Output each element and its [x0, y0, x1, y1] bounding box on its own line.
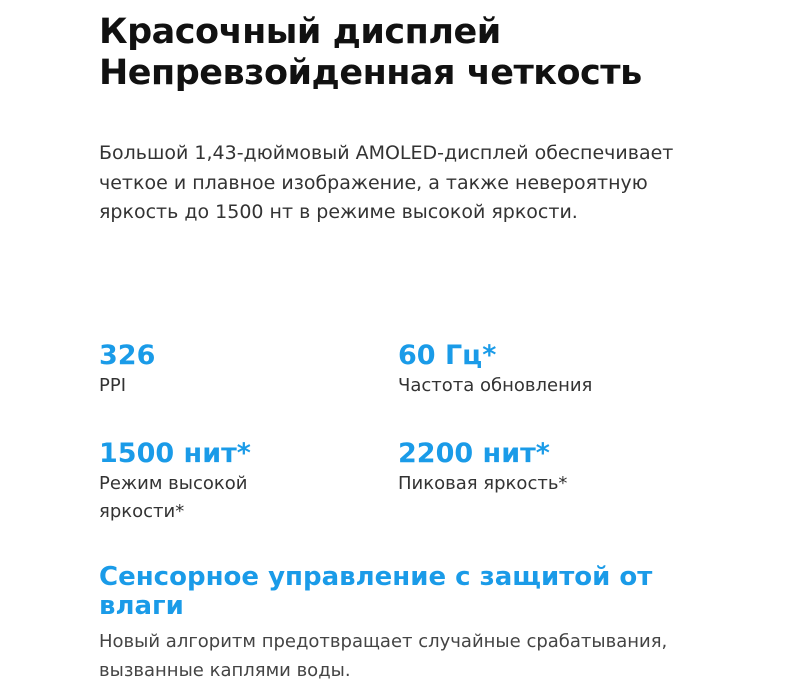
- stat-ppi: [99, 340, 359, 400]
- stat-value: 2200 нит*: [398, 438, 550, 469]
- stat-hbm-brightness: [99, 438, 299, 526]
- stat-label: PPI: [99, 375, 127, 396]
- stat-label: Пиковая яркость*: [398, 473, 568, 494]
- section-body: Новый алгоритм предотвращает случайные срабатывания, вызванные каплями воды.: [99, 631, 668, 681]
- title-line-2: Непревзойденная четкость: [99, 53, 642, 93]
- stat-label: Режим высокой яркости*: [99, 473, 248, 522]
- stat-value: 326: [99, 340, 156, 371]
- section-heading: Сенсорное управление с защитой от влаги: [99, 562, 653, 621]
- intro-paragraph: Большой 1,43-дюймовый AMOLED-дисплей обеспечивает четкое и плавное изображение, а также невероятную яркость до 1500 нт в режиме высокой яркости.: [99, 142, 674, 223]
- stat-value: 1500 нит*: [99, 438, 251, 469]
- stat-value: 60 Гц*: [398, 340, 497, 371]
- title-line-1: Красочный дисплей: [99, 12, 501, 52]
- page-title: [99, 12, 642, 94]
- stat-label: Частота обновления: [398, 375, 593, 396]
- stat-peak-brightness: [398, 438, 698, 498]
- stat-refresh-rate: [398, 340, 698, 400]
